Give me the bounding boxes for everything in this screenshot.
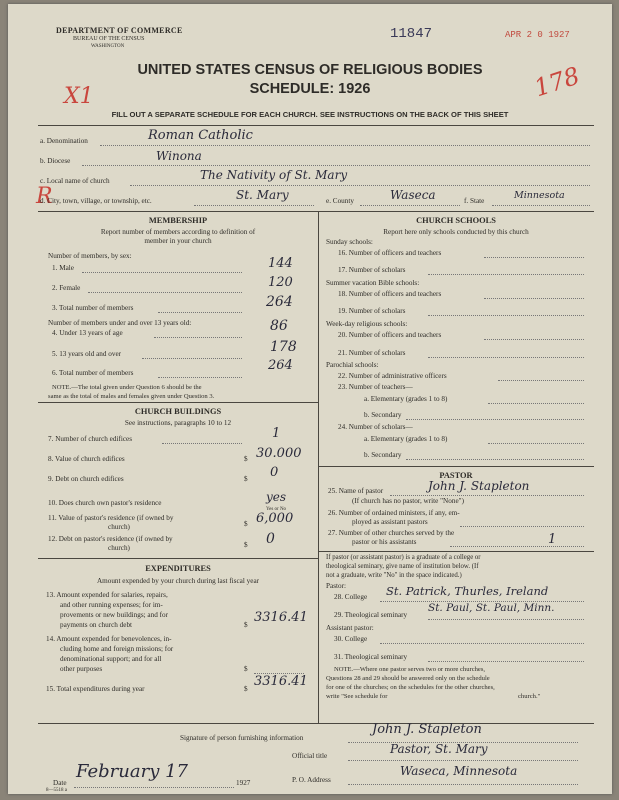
running-expenses-label-3: provements or new buildings; and for	[60, 611, 168, 619]
address-label: P. O. Address	[292, 776, 331, 784]
city-line	[194, 205, 314, 206]
residence-value-dollar: $	[244, 520, 248, 528]
sunday-scholars-label: 17. Number of scholars	[338, 266, 406, 274]
running-expenses-label-4: payments on church debt	[60, 621, 133, 629]
date-year: 1927	[236, 779, 251, 787]
weekday-schools-label: Week-day religious schools:	[326, 320, 408, 328]
graduate-note-2: theological seminary, give name of institution below. (If	[326, 563, 479, 570]
assistant-ministers-line	[460, 526, 584, 527]
local-name-value: The Nativity of St. Mary	[200, 168, 348, 182]
over-13-leader	[142, 358, 242, 359]
edifice-debt-dollar: $	[244, 475, 248, 483]
residence-debt-label-1: 12. Debt on pastor's residence (if owned by	[48, 535, 173, 543]
under-13-label: 4. Under 13 years of age	[52, 329, 123, 337]
sunday-officers-line	[484, 257, 584, 258]
summer-scholars-label: 19. Number of scholars	[338, 307, 406, 315]
county-value: Waseca	[390, 188, 436, 202]
multi-church-note-1: NOTE.—Where one pastor serves two or more churches,	[334, 666, 486, 673]
assistant-seminary-label: 31. Theological seminary	[334, 653, 408, 661]
edifices-leader	[162, 443, 242, 444]
county-line	[360, 205, 460, 206]
college-value: St. Patrick, Thurles, Ireland	[386, 584, 549, 598]
over-13-value: 178	[270, 339, 297, 355]
received-stamp: APR 2 0 1927	[505, 30, 570, 40]
pastor-name-value: John J. Stapleton	[428, 479, 530, 493]
form-title: UNITED STATES CENSUS OF RELIGIOUS BODIES	[137, 62, 483, 78]
date-label: Date	[53, 779, 67, 787]
male-label: 1. Male	[52, 264, 74, 272]
admin-officers-line	[498, 380, 584, 381]
pastor-rule	[318, 551, 594, 552]
total-members-age-value: 264	[268, 358, 293, 373]
scholars-secondary-line	[406, 459, 584, 460]
form-number: 8—5518 a	[46, 788, 67, 793]
under-13-value: 86	[270, 318, 288, 334]
female-value: 120	[268, 275, 293, 290]
running-expenses-label-1: 13. Amount expended for salaries, repairs,	[46, 591, 168, 599]
assistant-seminary-line	[428, 661, 584, 662]
benevolences-dollar: $	[244, 665, 248, 673]
summer-officers-label: 18. Number of officers and teachers	[338, 290, 442, 298]
membership-intro-1: Report number of members according to definition of	[100, 228, 256, 236]
summer-scholars-line	[428, 315, 584, 316]
pastor-title: PASTOR	[439, 471, 473, 480]
state-line	[492, 205, 590, 206]
teachers-elementary-label: a. Elementary (grades 1 to 8)	[364, 395, 448, 403]
edifice-value-value: 30.000	[256, 446, 302, 461]
department-name: DEPARTMENT OF COMMERCE	[56, 26, 183, 35]
margin-mark-r: R	[36, 184, 53, 209]
schools-title: CHURCH SCHOOLS	[416, 216, 496, 225]
teachers-secondary-label: b. Secondary	[364, 411, 402, 419]
denomination-value: Roman Catholic	[148, 128, 253, 143]
buildings-intro: See instructions, paragraphs 10 to 12	[124, 419, 232, 427]
admin-officers-label: 22. Number of administrative officers	[338, 372, 447, 380]
residence-value-label-1: 11. Value of pastor's residence (if owned by	[48, 514, 174, 522]
signature-value: John J. Stapleton	[372, 722, 482, 737]
multi-church-note-3: for one of the churches; on the schedules for the other churches,	[326, 684, 495, 691]
diocese-value: Winona	[156, 149, 202, 163]
weekday-scholars-line	[428, 357, 584, 358]
multi-church-note-5: church."	[518, 693, 541, 700]
seminary-line	[428, 619, 584, 620]
residence-debt-value: 0	[266, 531, 275, 547]
members-by-sex-label: Number of members, by sex:	[48, 252, 132, 260]
local-name-label: c. Local name of church	[40, 177, 110, 185]
other-churches-value: 1	[548, 532, 557, 547]
benevolences-label-4: other purposes	[60, 665, 103, 673]
assistant-pastor-subheading: Assistant pastor:	[326, 624, 374, 632]
edifices-label: 7. Number of church edifices	[48, 435, 133, 443]
serial-number: 11847	[390, 26, 433, 42]
local-name-line	[130, 185, 590, 186]
assistant-college-label: 30. College	[334, 635, 368, 643]
owns-residence-label: 10. Does church own pastor's residence	[48, 499, 162, 507]
residence-debt-dollar: $	[244, 541, 248, 549]
margin-mark-x: X1	[64, 84, 94, 109]
summer-schools-label: Summer vacation Bible schools:	[326, 279, 420, 287]
seminary-value: St. Paul, St. Paul, Minn.	[428, 602, 555, 614]
date-value: February 17	[76, 761, 189, 782]
total-members-value: 264	[266, 294, 293, 310]
date-line	[74, 787, 234, 788]
other-churches-line	[450, 546, 584, 547]
header-rule	[38, 125, 594, 126]
instruction-line: FILL OUT A SEPARATE SCHEDULE FOR EACH CHURCH. SEE INSTRUCTIONS ON THE BACK OF THIS SHEET	[111, 110, 509, 119]
owns-residence-value: yes	[266, 490, 287, 504]
total-members-age-leader	[158, 377, 242, 378]
seminary-label: 29. Theological seminary	[334, 611, 408, 619]
assistant-college-line	[380, 643, 584, 644]
assistant-ministers-label-1: 26. Number of ordained ministers, if any, em-	[328, 509, 460, 517]
membership-title: MEMBERSHIP	[148, 216, 208, 225]
weekday-scholars-label: 21. Number of scholars	[338, 349, 406, 357]
membership-rule	[38, 402, 318, 403]
teachers-secondary-line	[406, 419, 584, 420]
multi-church-note-2: Questions 28 and 29 should be answered only on the schedule	[326, 675, 490, 682]
male-value: 144	[268, 256, 293, 271]
running-expenses-label-2: and other running expenses; for im-	[60, 601, 163, 609]
scholars-elementary-label: a. Elementary (grades 1 to 8)	[364, 435, 448, 443]
expenditures-title: EXPENDITURES	[145, 564, 211, 573]
female-leader	[88, 292, 242, 293]
scholars-secondary-label: b. Secondary	[364, 451, 402, 459]
total-expenditures-label: 15. Total expenditures during year	[46, 685, 145, 693]
edifice-value-label: 8. Value of church edifices	[48, 455, 125, 463]
benevolences-label-2: cluding home and foreign missions; for	[60, 645, 174, 653]
margin-mark-number: 178	[530, 61, 584, 103]
state-value: Minnesota	[514, 190, 565, 201]
schools-intro: Report here only schools conducted by this church	[383, 228, 529, 236]
assistant-ministers-label-2: ployed as assistant pastors	[352, 518, 428, 526]
schedule-title: SCHEDULE: 1926	[249, 81, 371, 97]
official-title-label: Official title	[292, 752, 328, 760]
membership-intro-2: member in your church	[144, 237, 212, 245]
bureau-name: BUREAU OF THE CENSUS	[73, 36, 145, 42]
edifices-value: 1	[272, 426, 281, 441]
edifice-debt-value: 0	[270, 465, 279, 480]
multi-church-note-4: write "See schedule for	[326, 693, 388, 700]
other-churches-label-2: pastor or his assistants	[352, 538, 417, 546]
sunday-schools-label: Sunday schools:	[326, 238, 373, 246]
edifice-value-dollar: $	[244, 455, 248, 463]
sunday-officers-label: 16. Number of officers and teachers	[338, 249, 442, 257]
sunday-scholars-line	[428, 274, 584, 275]
benevolences-label-1: 14. Amount expended for benevolences, in-	[46, 635, 172, 643]
state-label: f. State	[464, 197, 485, 205]
over-13-label: 5. 13 years old and over	[52, 350, 122, 358]
membership-note-2: same as the total of males and females given under Question 3.	[48, 393, 215, 400]
teachers-elementary-line	[488, 403, 584, 404]
total-members-leader	[158, 312, 242, 313]
pastor-name-note: (If church has no pastor, write "None")	[352, 497, 464, 505]
under-13-leader	[154, 337, 242, 338]
yes-or-no-caption: Yes or No	[266, 507, 287, 512]
college-label: 28. College	[334, 593, 368, 601]
scholars-elementary-line	[488, 443, 584, 444]
total-members-age-label: 6. Total number of members	[52, 369, 134, 377]
city-label: d. City, town, village, or township, etc.	[40, 197, 152, 205]
address-line	[348, 784, 578, 785]
diocese-label: b. Diocese	[40, 157, 71, 165]
expenditures-intro: Amount expended by your church during last fiscal year	[96, 577, 260, 585]
address-value: Waseca, Minnesota	[400, 764, 518, 778]
graduate-note-1: If pastor (or assistant pastor) is a graduate of a college or	[326, 554, 481, 561]
diocese-line	[82, 165, 590, 166]
weekday-officers-label: 20. Number of officers and teachers	[338, 331, 442, 339]
total-members-label: 3. Total number of members	[52, 304, 134, 312]
male-leader	[82, 272, 242, 273]
city-value: St. Mary	[236, 188, 289, 202]
parochial-scholars-label: 24. Number of scholars—	[338, 423, 413, 431]
edifice-debt-label: 9. Debt on church edifices	[48, 475, 124, 483]
pastor-name-line	[390, 495, 584, 496]
members-by-age-label: Number of members under and over 13 years old:	[48, 319, 192, 327]
pastor-name-label: 25. Name of pastor	[328, 487, 384, 495]
running-expenses-dollar: $	[244, 621, 248, 629]
weekday-officers-line	[484, 339, 584, 340]
total-expenditures-dollar: $	[244, 685, 248, 693]
schools-rule	[318, 466, 594, 467]
signature-label: Signature of person furnishing information	[180, 734, 304, 742]
general-rule	[38, 211, 594, 212]
county-label: e. County	[326, 197, 354, 205]
census-schedule-sheet	[8, 4, 612, 794]
parochial-schools-label: Parochial schools:	[326, 361, 379, 369]
residence-value-value: 6,000	[256, 511, 294, 526]
pastor-subheading: Pastor:	[326, 582, 346, 590]
official-title-value: Pastor, St. Mary	[390, 742, 488, 756]
residence-debt-label-2: church)	[108, 544, 130, 552]
graduate-note-3: not a graduate, write "No" in the space indicated.)	[326, 572, 462, 579]
bureau-city: WASHINGTON	[91, 44, 125, 49]
teachers-label: 23. Number of teachers—	[338, 383, 413, 391]
other-churches-label-1: 27. Number of other churches served by the	[328, 529, 455, 537]
running-expenses-value: 3316.41	[254, 610, 308, 625]
benevolences-label-3: denominational support; and for all	[60, 655, 162, 663]
buildings-rule	[38, 558, 318, 559]
denomination-label: a. Denomination	[40, 137, 88, 145]
female-label: 2. Female	[52, 284, 81, 292]
total-expenditures-value: 3316.41	[254, 674, 308, 689]
section-bottom-rule	[38, 723, 594, 724]
membership-note-1: NOTE.—The total given under Question 6 should be the	[52, 384, 202, 391]
denomination-line	[100, 145, 590, 146]
column-divider	[318, 211, 319, 723]
buildings-title: CHURCH BUILDINGS	[134, 407, 222, 416]
official-title-line	[348, 760, 578, 761]
residence-value-label-2: church)	[108, 523, 130, 531]
summer-officers-line	[484, 298, 584, 299]
